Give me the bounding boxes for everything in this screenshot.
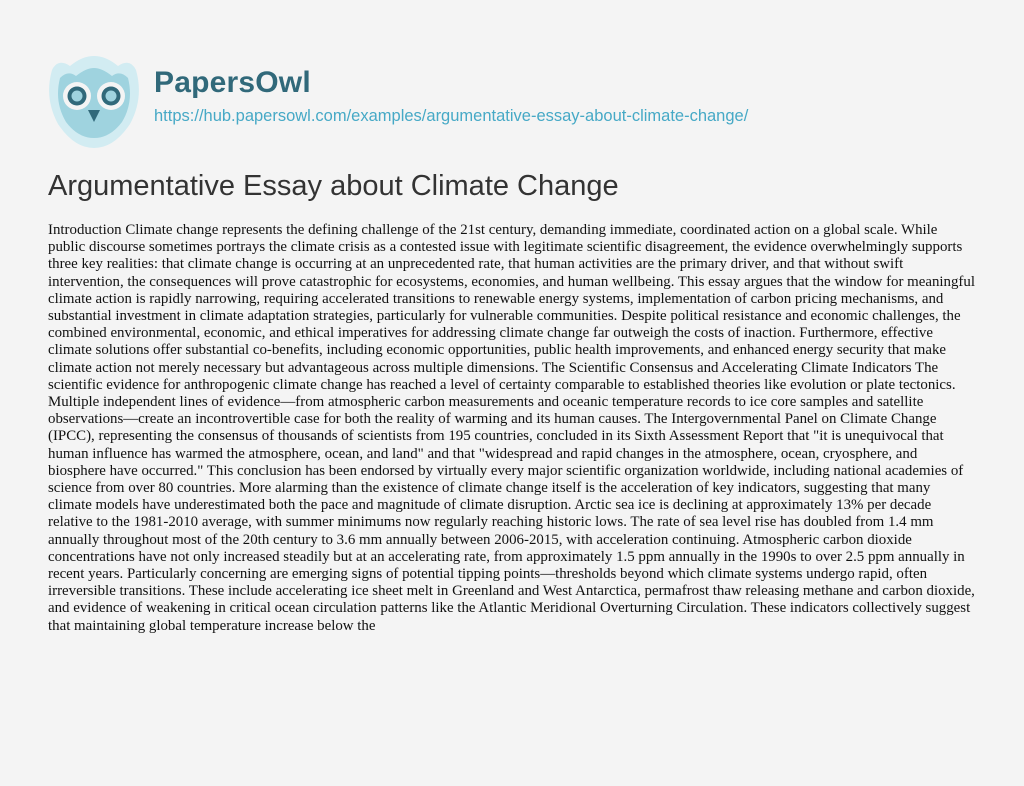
source-url-link[interactable]: https://hub.papersowl.com/examples/argumentative-essay-about-climate-change/ xyxy=(154,107,749,125)
brand-header xyxy=(44,40,984,150)
preview-fade-overlay xyxy=(0,660,1024,786)
owl-logo-icon xyxy=(44,52,144,152)
essay-title: Argumentative Essay about Climate Change xyxy=(48,170,619,202)
brand-name[interactable]: PapersOwl xyxy=(154,66,311,99)
essay-body: Introduction Climate change represents the defining challenge of the 21st century, demanding immediate, coordinated action on a global scale. While public discourse sometimes portrays the climate crisis as a contested issue with legitimate scientific disagreement, the evidence overwhelmingly supports three key realities: that climate change is occurring at an unprecedented rate, that human activities are the primary driver, and that without swift intervention, the consequences will prove catastrophic for ecosystems, economies, and human wellbeing. This essay argues that the window for meaningful climate action is rapidly narrowing, requiring accelerated transitions to renewable energy systems, implementation of carbon pricing mechanisms, and substantial investment in climate adaptation strategies, particularly for vulnerable communities. Despite political resistance and economic challenges, the combined environmental, economic, and ethical imperatives for addressing climate change far outweigh the costs of inaction. Furthermore, effective climate solutions offer substantial co-benefits, including economic opportunities, public health improvements, and enhanced energy security that make climate action not merely necessary but advantageous across multiple dimensions. The Scientific Consensus and Accelerating Climate Indicators The scientific evidence for anthropogenic climate change has reached a level of certainty comparable to established theories like evolution or plate tectonics. Multiple independent lines of evidence—from atmospheric carbon measurements and oceanic temperature records to ice core samples and satellite observations—create an incontrovertible case for both the reality of warming and its human causes. The Intergovernmental Panel on Climate Change (IPCC), representing the consensus of thousands of scientists from 195 countries, concluded in its Sixth Assessment Report that "it is unequivocal that human influence has warmed the atmosphere, ocean, and land" and that "widespread and rapid changes in the atmosphere, ocean, cryosphere, and biosphere have occurred." This conclusion has been endorsed by virtually every major scientific organization worldwide, including national academies of science from over 80 countries. More alarming than the existence of climate change itself is the acceleration of key indicators, suggesting that many climate models have underestimated both the pace and magnitude of climate disruption. Arctic sea ice is declining at approximately 13% per decade relative to the 1981-2010 average, with summer minimums now regularly reaching historic lows. The rate of sea level rise has doubled from 1.4 mm annually throughout most of the 20th century to 3.6 mm annually between 2006-2015, with acceleration continuing. Atmospheric carbon dioxide concentrations have not only increased steadily but at an accelerating rate, from approximately 1.5 ppm annually in the 1990s to over 2.5 ppm annually in recent years. Particularly concerning are emerging signs of potential tipping points—thresholds beyond which climate systems undergo rapid, often irreversible transitions. These include accelerating ice sheet melt in Greenland and West Antarctica, permafrost thaw releasing methane and carbon dioxide, and evidence of weakening in critical ocean circulation patterns like the Atlantic Meridional Overturning Circulation. These indicators collectively suggest that maintaining global temperature increase below the xyxy=(48,222,975,634)
